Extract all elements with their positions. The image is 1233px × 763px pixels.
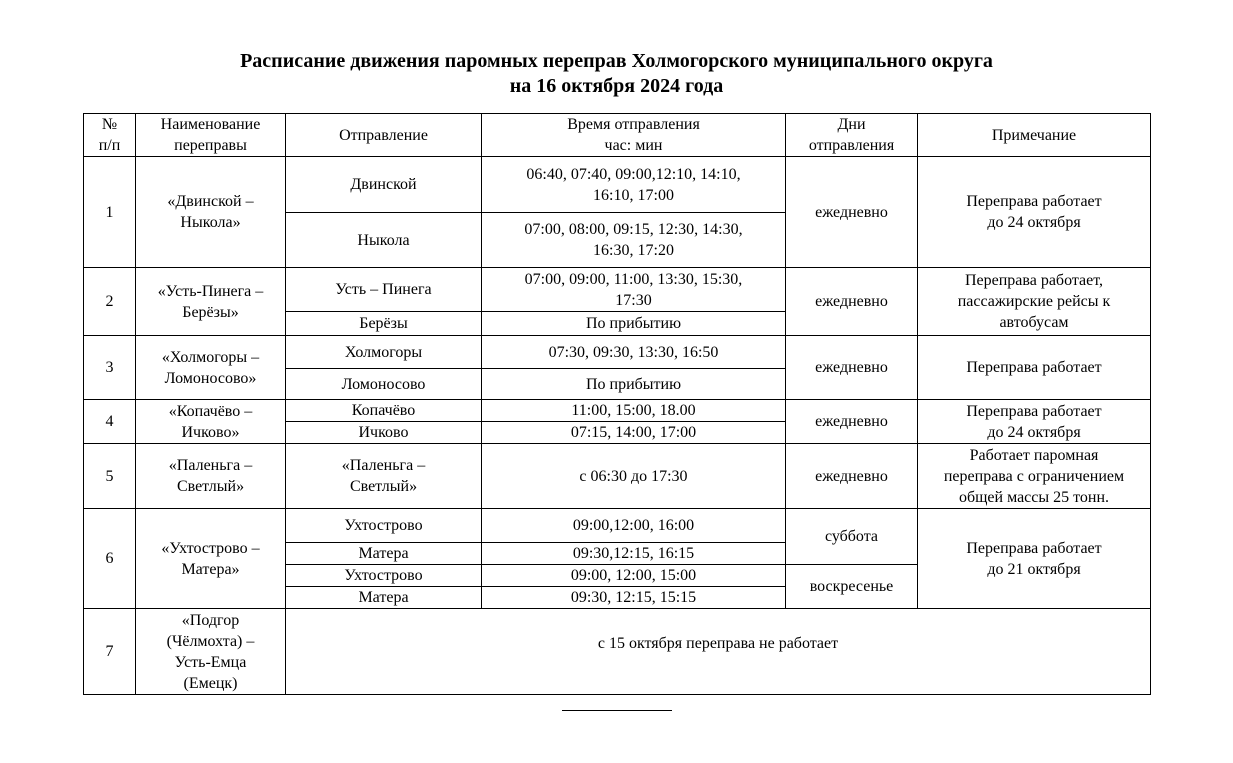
departure-days: ежедневно bbox=[786, 157, 918, 268]
header-departure: Отправление bbox=[286, 114, 482, 157]
header-crossing-name: Наименование переправы bbox=[136, 114, 286, 157]
table-row bbox=[84, 444, 1151, 509]
departure-place: Ныкола bbox=[286, 213, 482, 268]
header-number: № п/п bbox=[84, 114, 136, 157]
departure-days-saturday: суббота bbox=[786, 509, 918, 565]
crossing-name: «Паленьга – Светлый» bbox=[136, 444, 286, 509]
departure-place: Холмогоры bbox=[286, 336, 482, 369]
crossing-name: «Подгор (Чёлмохта) – Усть-Емца (Емецк) bbox=[136, 609, 286, 695]
departure-time: По прибытию bbox=[482, 312, 786, 336]
departure-place: Ломоносово bbox=[286, 369, 482, 400]
departure-days: ежедневно bbox=[786, 268, 918, 336]
row-number: 6 bbox=[84, 509, 136, 609]
crossing-note: Переправа работает, пассажирские рейсы к автобусам bbox=[918, 268, 1151, 336]
departure-place: Усть – Пинега bbox=[286, 268, 482, 312]
header-departure-days: Дни отправления bbox=[786, 114, 918, 157]
departure-place: Матера bbox=[286, 543, 482, 565]
row-number: 5 bbox=[84, 444, 136, 509]
departure-time: 09:00,12:00, 16:00 bbox=[482, 509, 786, 543]
header-departure-time: Время отправления час: мин bbox=[482, 114, 786, 157]
header-row bbox=[84, 114, 1151, 157]
departure-place: Берёзы bbox=[286, 312, 482, 336]
ferry-schedule-table bbox=[83, 113, 1151, 695]
departure-place: Двинской bbox=[286, 157, 482, 213]
departure-place: Матера bbox=[286, 587, 482, 609]
page-title bbox=[0, 49, 1233, 99]
title-line-1: Расписание движения паромных переправ Холмогорского муниципального округа bbox=[240, 50, 993, 72]
row-number: 2 bbox=[84, 268, 136, 336]
table-row bbox=[84, 400, 1151, 422]
departure-time: 07:00, 08:00, 09:15, 12:30, 14:30, 16:30, 17:20 bbox=[482, 213, 786, 268]
crossing-note: Переправа работает до 21 октября bbox=[918, 509, 1151, 609]
crossing-note: Переправа работает до 24 октября bbox=[918, 157, 1151, 268]
crossing-note: Переправа работает до 24 октября bbox=[918, 400, 1151, 444]
departure-days: ежедневно bbox=[786, 336, 918, 400]
crossing-name: «Копачёво – Ичково» bbox=[136, 400, 286, 444]
departure-time: с 06:30 до 17:30 bbox=[482, 444, 786, 509]
table-row bbox=[84, 268, 1151, 312]
crossing-name: «Двинской – Ныкола» bbox=[136, 157, 286, 268]
crossing-note: Работает паромная переправа с ограничением общей массы 25 тонн. bbox=[918, 444, 1151, 509]
footer-divider bbox=[562, 710, 672, 711]
departure-place: Копачёво bbox=[286, 400, 482, 422]
title-line-2: на 16 октября 2024 года bbox=[509, 75, 724, 97]
departure-days: ежедневно bbox=[786, 444, 918, 509]
departure-place: Ухтострово bbox=[286, 509, 482, 543]
header-note: Примечание bbox=[918, 114, 1151, 157]
departure-time: 09:00, 12:00, 15:00 bbox=[482, 565, 786, 587]
table-row bbox=[84, 157, 1151, 213]
closed-notice: с 15 октября переправа не работает bbox=[286, 609, 1151, 695]
table-row bbox=[84, 509, 1151, 543]
departure-time: 07:30, 09:30, 13:30, 16:50 bbox=[482, 336, 786, 369]
departure-place: Ичково bbox=[286, 422, 482, 444]
departure-days-sunday: воскресенье bbox=[786, 565, 918, 609]
crossing-name: «Холмогоры – Ломоносово» bbox=[136, 336, 286, 400]
departure-time: По прибытию bbox=[482, 369, 786, 400]
row-number: 3 bbox=[84, 336, 136, 400]
table-row bbox=[84, 336, 1151, 369]
crossing-note: Переправа работает bbox=[918, 336, 1151, 400]
departure-place: «Паленьга – Светлый» bbox=[286, 444, 482, 509]
departure-place: Ухтострово bbox=[286, 565, 482, 587]
departure-time: 07:15, 14:00, 17:00 bbox=[482, 422, 786, 444]
row-number: 7 bbox=[84, 609, 136, 695]
table-row bbox=[84, 609, 1151, 695]
departure-time: 09:30, 12:15, 15:15 bbox=[482, 587, 786, 609]
departure-days: ежедневно bbox=[786, 400, 918, 444]
row-number: 4 bbox=[84, 400, 136, 444]
crossing-name: «Ухтострово – Матера» bbox=[136, 509, 286, 609]
row-number: 1 bbox=[84, 157, 136, 268]
departure-time: 07:00, 09:00, 11:00, 13:30, 15:30, 17:30 bbox=[482, 268, 786, 312]
departure-time: 09:30,12:15, 16:15 bbox=[482, 543, 786, 565]
departure-time: 06:40, 07:40, 09:00,12:10, 14:10, 16:10, 17:00 bbox=[482, 157, 786, 213]
departure-time: 11:00, 15:00, 18.00 bbox=[482, 400, 786, 422]
crossing-name: «Усть-Пинега – Берёзы» bbox=[136, 268, 286, 336]
